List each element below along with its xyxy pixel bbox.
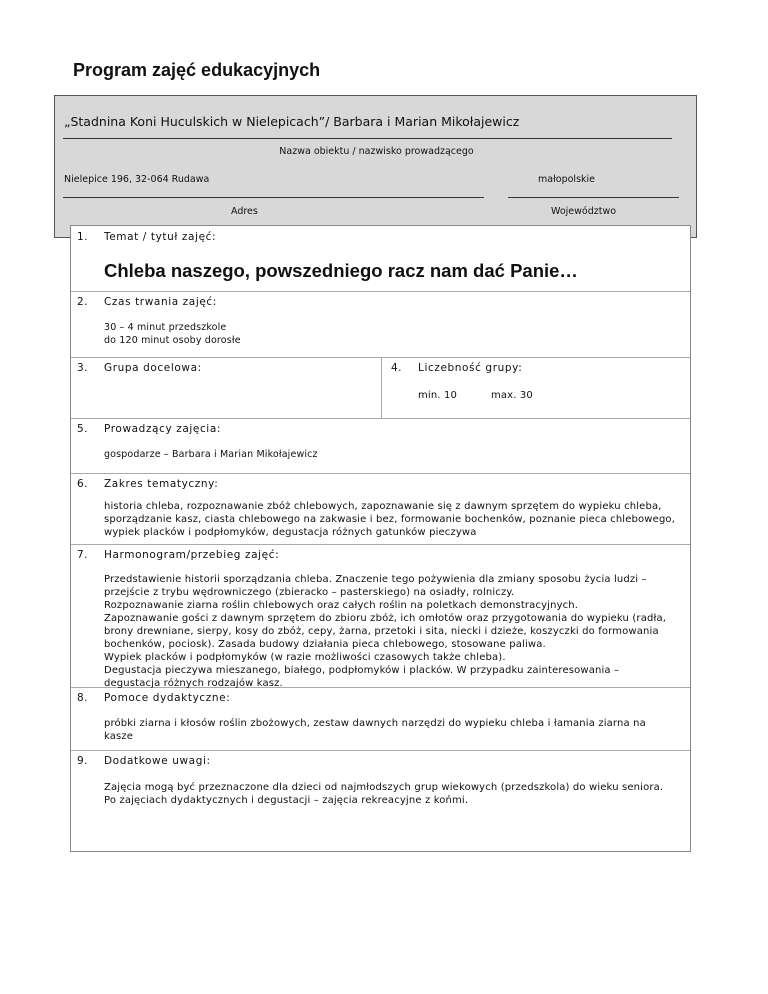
notes-text: Zajęcia mogą być przeznaczone dla dzieci od najmłodszych grup wiekowych (przedszkola) do wieku seniora. Po zajęciach dydaktycznych i degustacji – zajęcia rekreacyjne z końmi.: [104, 782, 664, 806]
section-schedule: [71, 544, 690, 688]
section-label: Liczebność grupy:: [418, 362, 523, 374]
column-divider: [381, 357, 382, 418]
section-hosts: [71, 418, 690, 474]
section-label: Prowadzący zajęcia:: [104, 423, 221, 435]
section-duration: [71, 291, 690, 358]
schedule-line: Przedstawienie historii sporządzania chleba. Znaczenie tego pożywienia dla zmiany sposobu życia ludzi – przejście z trybu wędrowniczego (zbieracko – pasterskiego) na osiadły, rolniczy.: [104, 574, 647, 598]
duration-line-1: 30 – 4 minut przedszkole: [104, 322, 227, 333]
section-scope: [71, 473, 690, 545]
section-number: 4.: [391, 362, 403, 374]
section-number: 6.: [77, 478, 89, 490]
section-label: Harmonogram/przebieg zajęć:: [104, 549, 280, 561]
section-number: 8.: [77, 692, 89, 704]
section-topic: [71, 226, 690, 292]
program-form: [70, 225, 691, 852]
address-caption: Adres: [231, 206, 258, 217]
section-number: 3.: [77, 362, 89, 374]
address-value: Nielepice 196, 32-064 Rudawa: [64, 174, 210, 185]
page-title: Program zajęć edukacyjnych: [73, 60, 321, 80]
schedule-line: Rozpoznawanie ziarna roślin chlebowych oraz całych roślin na poletkach demonstracyjnych.: [104, 600, 579, 611]
group-max: max. 30: [491, 390, 533, 401]
object-name-rule: [63, 138, 672, 139]
section-label: Grupa docelowa:: [104, 362, 202, 374]
topic-title: Chleba naszego, powszedniego racz nam dać Panie…: [104, 260, 578, 281]
section-label: Dodatkowe uwagi:: [104, 755, 211, 767]
schedule-line: Wypiek placków i podpłomyków (w razie możliwości czasowych także chleba).: [104, 652, 506, 663]
section-label: Temat / tytuł zajęć:: [104, 231, 217, 243]
voivodeship-caption: Województwo: [551, 206, 617, 217]
section-teaching-aids: [71, 687, 690, 751]
section-label: Pomoce dydaktyczne:: [104, 692, 231, 704]
section-number: 1.: [77, 231, 89, 243]
section-label: Zakres tematyczny:: [104, 478, 219, 490]
header-box: [54, 95, 697, 238]
group-min: min. 10: [418, 390, 457, 401]
voivodeship-value: małopolskie: [538, 174, 596, 185]
schedule-line: Zapoznawanie gości z dawnym sprzętem do zbioru zbóż, ich omłotów oraz przygotowania do wypieku (radła, brony drewniane, sierpy, kosy do zbóż, cepy, żarna, przetoki i sita, niecki i dzieże, koszyczki do formowania bochenków, pociosk). Zasada budowy działania pieca chlebowego, stosowane paliwa.: [104, 613, 667, 650]
object-name: „Stadnina Koni Huculskich w Nielepicach”/ Barbara i Marian Mikołajewicz: [64, 114, 520, 129]
schedule-text: [104, 573, 678, 690]
section-number: 7.: [77, 549, 89, 561]
duration-line-2: do 120 minut osoby dorosłe: [104, 335, 241, 346]
section-number: 9.: [77, 755, 89, 767]
section-number: 2.: [77, 296, 89, 308]
object-caption: Nazwa obiektu / nazwisko prowadzącego: [279, 146, 474, 157]
section-number: 5.: [77, 423, 89, 435]
section-label: Czas trwania zajęć:: [104, 296, 217, 308]
hosts-text: gospodarze – Barbara i Marian Mikołajewicz: [104, 449, 318, 460]
teaching-aids-text: próbki ziarna i kłosów roślin zbożowych, zestaw dawnych narzędzi do wypieku chleba i łamania ziarna na kasze: [104, 718, 646, 742]
section-notes: [71, 750, 690, 851]
voivodeship-rule: [508, 197, 679, 198]
section-group: [71, 357, 690, 419]
address-rule: [63, 197, 484, 198]
scope-text: historia chleba, rozpoznawanie zbóż chlebowych, zapoznawanie się z dawnym sprzętem do wypieku chleba, sporządzanie kasz, ciasta chlebowego na zakwasie i bez, formowanie bochenków, poznanie pieca chlebowego, wypiek placków i podpłomyków, degustacja różnych gatunków pieczywa: [104, 501, 676, 538]
schedule-line: Degustacja pieczywa mieszanego, białego, podpłomyków i placków. W przypadku zainteresowania – degustacja różnych rodzajów kasz.: [104, 665, 620, 689]
